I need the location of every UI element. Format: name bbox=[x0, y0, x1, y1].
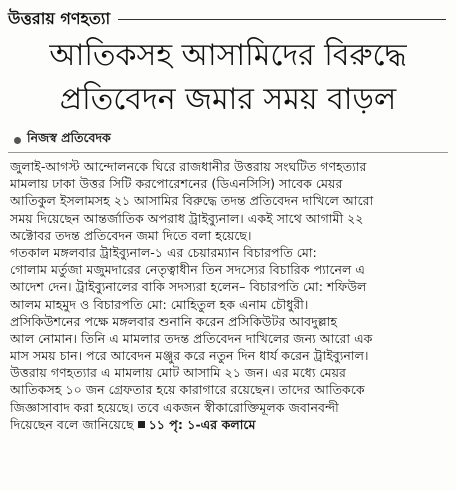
body-line: মাস সময় চান। পরে আবেদন মঞ্জুর করে নতুন দিন ধার্য করেন ট্রাইব্যুনাল। bbox=[10, 348, 369, 364]
kicker-row bbox=[8, 6, 448, 32]
kicker: উত্তরায় গণহত্যা bbox=[8, 8, 111, 28]
headline bbox=[6, 34, 450, 122]
body-line: আলম মাহমুদ ও বিচারপতি মো: মোহিতুল হক এনাম চৌধুরী। bbox=[10, 296, 309, 312]
body-line: আল নোমান। তিনি এ মামলার তদন্ত প্রতিবেদন দাখিলের জন্য আরো এক bbox=[10, 330, 373, 346]
bullet-icon bbox=[14, 137, 21, 144]
byline-text: নিজস্ব প্রতিবেদক bbox=[27, 130, 111, 145]
article-body bbox=[10, 158, 446, 433]
body-line: গোলাম মর্তুজা মজুমদারের নেতৃত্বাধীন তিন সদস্যের বিচারিক প্যানেল এ bbox=[10, 262, 365, 278]
byline-divider bbox=[8, 152, 448, 153]
body-line: গতকাল মঙ্গলবার ট্রাইব্যুনাল-১ এর চেয়ারম্যান বিচারপতি মো: bbox=[10, 244, 317, 260]
body-line: উত্তরায় গণহত্যার এ মামলায় মোট আসামি ২১ জন। এর মধ্যে মেয়র bbox=[10, 365, 346, 381]
body-line: আতিকুল ইসলামসহ ২১ আসামির বিরুদ্ধে তদন্ত প্রতিবেদন দাখিলে আরো bbox=[10, 193, 374, 209]
body-line: প্রসিকিউশনের পক্ষে মঙ্গলবার শুনানি করেন প্রসিকিউটর আবদুল্লাহ bbox=[10, 313, 337, 329]
body-line: আদেশ দেন। ট্রাইব্যুনালের বাকি সদস্যরা হলেন– বিচারপতি মো: শফিউল bbox=[10, 279, 367, 295]
body-line: অক্টোবর তদন্ত প্রতিবেদন জমা দিতে বলা হয়েছে। bbox=[10, 227, 252, 243]
body-line: সময় দিয়েছেন আন্তর্জাতিক অপরাধ ট্রাইব্যুনাল। একই সাথে আগামী ২২ bbox=[10, 210, 364, 226]
headline-line: আতিকসহ আসামিদের বিরুদ্ধে bbox=[49, 38, 407, 73]
body-line: আতিকসহ ১০ জন গ্রেফতার হয়ে কারাগারে রয়েছেন। তাদের আতিককে bbox=[10, 382, 365, 398]
jump-marker-icon bbox=[138, 421, 145, 428]
body-line: জিজ্ঞাসাবাদ করা হয়েছে। তবে একজন স্বীকারোক্তিমূলক জবানবন্দী bbox=[10, 399, 339, 415]
byline bbox=[14, 131, 111, 149]
last-line-text: দিয়েছেন বলে জানিয়েছে bbox=[10, 416, 134, 432]
continuation-jump: ১১ পৃ: ১-এর কলামে bbox=[148, 416, 256, 432]
headline-line: প্রতিবেদন জমার সময় বাড়ল bbox=[59, 82, 397, 117]
kicker-rule bbox=[118, 19, 446, 20]
body-line: মামলায় ঢাকা উত্তর সিটি করপোরেশনের (ডিএনসিসি) সাবেক মেয়র bbox=[10, 176, 343, 192]
body-line: জুলাই-আগস্ট আন্দোলনকে ঘিরে রাজধানীর উত্তরায় সংঘটিত গণহত্যার bbox=[10, 159, 367, 174]
body-last-line bbox=[10, 416, 446, 433]
